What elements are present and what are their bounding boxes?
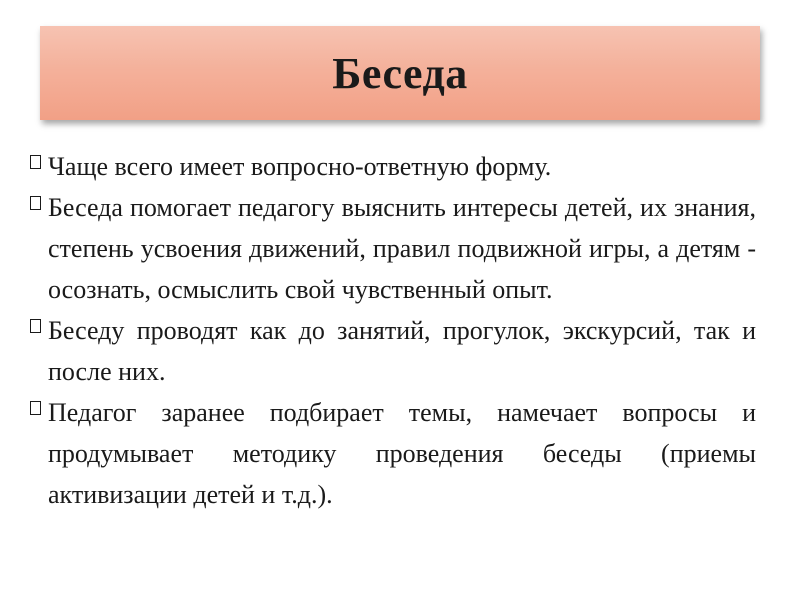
bullet-item [30, 146, 756, 187]
bullet-item [30, 187, 756, 310]
square-box-icon [30, 196, 41, 210]
bullet-text: Педагог заранее подбирает темы, намечает вопросы и продумывает методику проведения беседы (приемы активизации детей и т.д.). [48, 398, 756, 509]
square-box-icon [30, 319, 41, 333]
bullet-text: Беседа помогает педагогу выяснить интересы детей, их знания, степень усвоения движений, правил подвижной игры, а детям - осознать, осмыслить свой чувственный опыт. [48, 193, 756, 304]
bullet-item [30, 310, 756, 392]
bullet-list [30, 146, 756, 515]
bullet-text: Чаще всего имеет вопросно-ответную форму. [48, 152, 552, 181]
square-box-icon [30, 155, 41, 169]
bullet-text: Беседу проводят как до занятий, прогулок, экскурсий, так и после них. [48, 316, 756, 386]
square-box-icon [30, 401, 41, 415]
slide-title: Беседа [332, 48, 468, 98]
title-banner [40, 26, 760, 120]
bullet-item [30, 392, 756, 515]
